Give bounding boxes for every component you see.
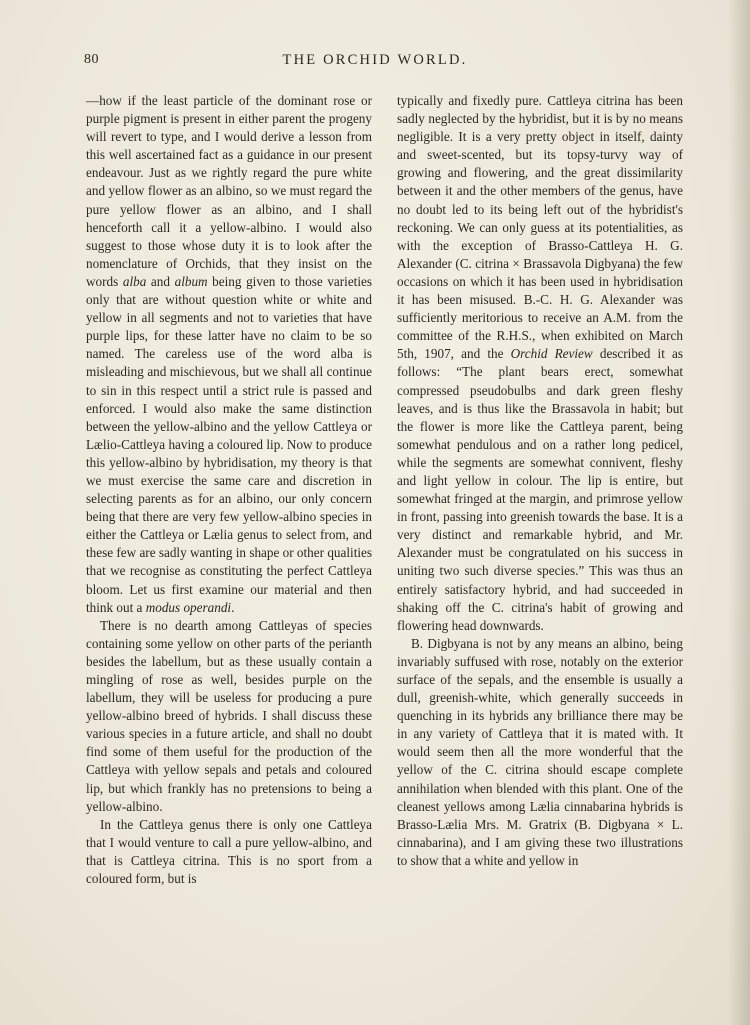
paragraph-text: —how if the least particle of the dominant rose or purple pigment is present in either parent the progeny will revert to type, and I would derive a lesson from this well ascertained fact as a guidance in our present endeavour. Just as we rightly regard the pure white and yellow flower as an albino, so we must regard the pure yellow flower as an albino, and I shall henceforth call it a yellow-albino. I would also suggest to those whose duty it is to look after the nomenclature of Orchids, that they insist on the words: [86, 93, 372, 289]
right-column: [397, 92, 683, 870]
italic-title: Orchid Review: [510, 346, 593, 362]
page-edge-shadow: [728, 0, 750, 1025]
paragraph: [86, 92, 372, 617]
paragraph: B. Digbyana is not by any means an albino, being invariably suffused with rose, notably on the exterior surface of the sepals, and the ensemble is usually a dull, greenish-white, which generally succeeds in quenching in its hybrids any brilliance there may be in any variety of Cattleya that it is mated with. It would seem then all the more wonderful that the yellow of the C. citrina should escape complete annihilation when blended with this plant. One of the cleanest yellows among Lælia cinnabarina hybrids is Brasso-Lælia Mrs. M. Gratrix (B. Digbyana × L. cinnabarina), and I am giving these two illustrations to show that a white and yellow in: [397, 635, 683, 868]
page-number: 80: [84, 52, 99, 67]
paragraph: In the Cattleya genus there is only one Cattleya that I would venture to call a pure yellow-albino, and that is Cattleya citrina. This is no sport from a coloured form, but is: [86, 816, 372, 887]
italic-term: album: [174, 273, 208, 289]
left-column: [86, 92, 372, 888]
running-title: THE ORCHID WORLD.: [282, 52, 468, 68]
paragraph-text: being given to those varieties only that are without question white or white and yellow in all segments and not to varieties that have purple lips, for these latter have no claim to be so named. The careless use of the word alba is misleading and mischievous, but we shall all continue to sin in this respect until a strict rule is passed and enforced. I would also make the same distinction between the yellow-albino and the yellow Cattleya or Lælio-Cattleya having a coloured lip. Now to produce this yellow-albino by hybridisation, my theory is that we must exercise the same care and discretion in selecting parents as for an albino, our only concern being that there are very few yellow-albino species in either the Cattleya or Lælia genus to select from, and these few are sadly wanting in shape or other qualities that we recognise as constituting the perfect Cattleya bloom. Let us first examine our material and then think out a: [86, 273, 373, 615]
paragraph: There is no dearth among Cattleyas of species containing some yellow on other parts of the perianth besides the labellum, but as these usually contain a mingling of rose as well, besides purple on the labellum, they will be useless for producing a pure yellow-albino breed of hybrids. I shall discuss these various species in a future article, and shall no doubt find some of them useful for the production of the Cattleya with yellow sepals and petals and coloured lip, but which frankly has no pretensions to being a yellow-albino.: [86, 617, 372, 814]
paragraph-text: described it as follows: “The plant bears erect, somewhat compressed pseudobulbs and dark green fleshy leaves, and is thus like the Brassavola in habit; but the flower is more like the Cattleya parent, being somewhat pendulous and on a rather long pedicel, while the segments are somewhat connivent, fleshy and light yellow in colour. The lip is entire, but somewhat fringed at the margin, and primrose yellow in front, passing into greenish towards the base. It is a very distinct and remarkable hybrid, and Mr. Alexander must be congratulated on his success in uniting two such diverse species.” This was thus an entirely satisfactory hybrid, and had succeeded in shaking off the C. citrina's habit of growing and flowering head downwards.: [397, 346, 684, 633]
paragraph: [397, 92, 683, 635]
paragraph-text: and: [146, 273, 175, 289]
italic-term: alba: [122, 273, 147, 289]
italic-term: modus operandi: [145, 599, 232, 615]
paragraph-text: typically and fixedly pure. Cattleya citrina has been sadly neglected by the hybridist, but it is by no means negligible. It is a very pretty object in itself, dainty and sweet-scented, but its topsy-turvy way of growing and flowering, and the great dissimilarity between it and the other members of the genus, have no doubt led to its being left out of the hybridist's reckoning. We can only guess at its potentialities, as with the exception of Brasso-Cattleya H. G. Alexander (C. citrina × Brassavola Digbyana) the few occasions on which it has been used in hybridisation it has been misused. B.-C. H. G. Alexander was sufficiently meritorious to receive an A.M. from the committee of the R.H.S., when exhibited on March 5th, 1907, and the: [397, 93, 683, 362]
paragraph-text: .: [231, 599, 235, 615]
